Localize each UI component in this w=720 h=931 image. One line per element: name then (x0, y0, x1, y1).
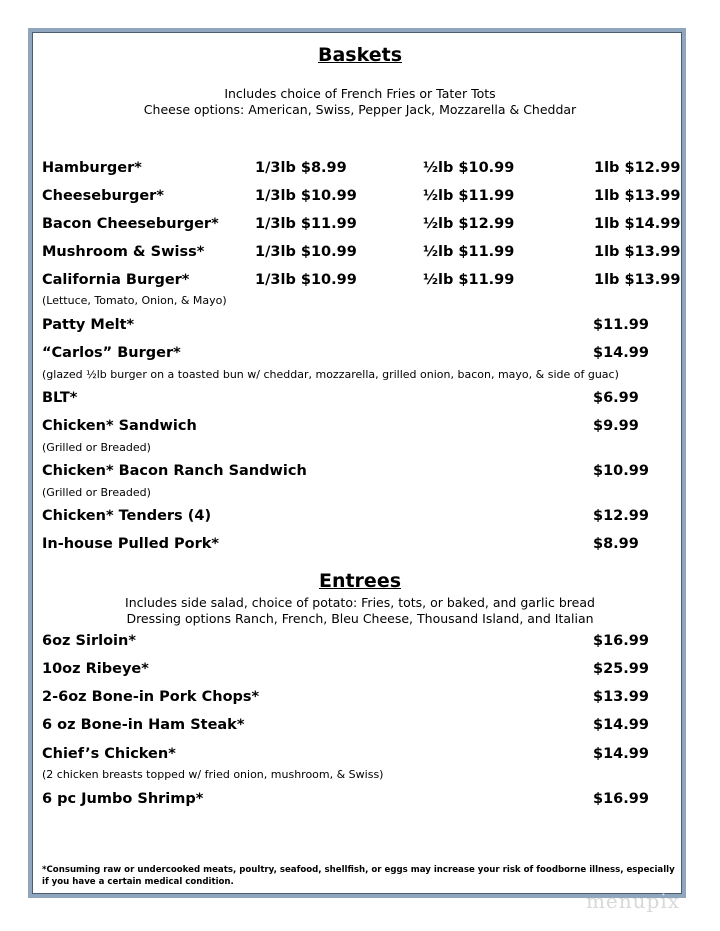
baskets-heading: Baskets (317, 44, 402, 66)
foodborne-illness-disclaimer: *Consuming raw or undercooked meats, poultry, seafood, shellfish, or eggs may increase your risk of foodborne illness, especially if you have a certain medical condition. (42, 865, 675, 887)
item-price: $14.99 (593, 746, 649, 762)
menu-item-row (42, 508, 682, 530)
item-price-one-lb: 1lb $13.99 (594, 272, 681, 288)
item-note: (2 chicken breasts topped w/ fried onion, mushroom, & Swiss) (42, 768, 384, 781)
item-price: $10.99 (593, 463, 649, 479)
item-price: $14.99 (593, 717, 649, 733)
entrees-subtitle-dressing: Dressing options Ranch, French, Bleu Cheese, Thousand Island, and Italian (126, 611, 594, 626)
item-name: Chicken* Tenders (4) (42, 508, 212, 524)
item-price: $11.99 (593, 317, 649, 333)
item-note: (glazed ½lb burger on a toasted bun w/ cheddar, mozzarella, grilled onion, bacon, mayo, & side of guac) (42, 368, 619, 381)
item-name: Chicken* Sandwich (42, 418, 197, 434)
menu-item-row (42, 418, 682, 440)
menu-item-row (42, 390, 682, 412)
item-price: $6.99 (593, 390, 639, 406)
menu-item-row (42, 216, 682, 238)
item-price-one-lb: 1lb $13.99 (594, 244, 681, 260)
item-price-half-lb: ½lb $10.99 (423, 160, 515, 176)
item-price-third-lb: 1/3lb $10.99 (255, 188, 357, 204)
item-price-third-lb: 1/3lb $10.99 (255, 244, 357, 260)
menu-item-row (42, 536, 682, 558)
item-name: 10oz Ribeye* (42, 661, 149, 677)
item-name: “Carlos” Burger* (42, 345, 181, 361)
item-name: Hamburger* (42, 160, 142, 176)
menu-item-row (42, 160, 682, 182)
item-note: (Grilled or Breaded) (42, 441, 151, 454)
menu-item-row (42, 317, 682, 339)
item-price-one-lb: 1lb $14.99 (594, 216, 681, 232)
menu-item-row (42, 272, 682, 294)
item-price-one-lb: 1lb $12.99 (594, 160, 681, 176)
item-price-half-lb: ½lb $11.99 (423, 188, 515, 204)
item-price: $25.99 (593, 661, 649, 677)
baskets-subtitle-cheese: Cheese options: American, Swiss, Pepper Jack, Mozzarella & Cheddar (143, 102, 577, 117)
entrees-heading: Entrees (318, 570, 402, 592)
item-name: 6 oz Bone-in Ham Steak* (42, 717, 245, 733)
item-name: Bacon Cheeseburger* (42, 216, 219, 232)
item-price-third-lb: 1/3lb $10.99 (255, 272, 357, 288)
item-price-half-lb: ½lb $11.99 (423, 244, 515, 260)
item-name: California Burger* (42, 272, 190, 288)
item-price-third-lb: 1/3lb $8.99 (255, 160, 347, 176)
item-name: Chief’s Chicken* (42, 746, 176, 762)
item-name: Mushroom & Swiss* (42, 244, 205, 260)
baskets-subtitle-sides: Includes choice of French Fries or Tater Tots (224, 86, 496, 101)
item-price: $13.99 (593, 689, 649, 705)
item-price-half-lb: ½lb $12.99 (423, 216, 515, 232)
item-name: 2-6oz Bone-in Pork Chops* (42, 689, 260, 705)
item-price-half-lb: ½lb $11.99 (423, 272, 515, 288)
menu-item-row (42, 661, 682, 683)
item-name: BLT* (42, 390, 78, 406)
item-price: $9.99 (593, 418, 639, 434)
item-price-one-lb: 1lb $13.99 (594, 188, 681, 204)
menu-item-row (42, 791, 682, 813)
item-price-third-lb: 1/3lb $11.99 (255, 216, 357, 232)
item-name: Cheeseburger* (42, 188, 164, 204)
item-price: $14.99 (593, 345, 649, 361)
menu-item-row (42, 188, 682, 210)
watermark-logo: menupix (585, 889, 680, 913)
menu-item-row (42, 633, 682, 655)
menu-item-row (42, 345, 682, 367)
item-name: 6 pc Jumbo Shrimp* (42, 791, 204, 807)
item-price: $16.99 (593, 633, 649, 649)
menu-item-row (42, 689, 682, 711)
item-note: (Lettuce, Tomato, Onion, & Mayo) (42, 294, 227, 307)
item-name: In-house Pulled Pork* (42, 536, 219, 552)
menu-item-row (42, 244, 682, 266)
item-price: $8.99 (593, 536, 639, 552)
menu-item-row (42, 463, 682, 485)
item-price: $12.99 (593, 508, 649, 524)
item-name: Patty Melt* (42, 317, 135, 333)
item-note: (Grilled or Breaded) (42, 486, 151, 499)
entrees-subtitle-sides: Includes side salad, choice of potato: Fries, tots, or baked, and garlic bread (125, 595, 595, 610)
item-price: $16.99 (593, 791, 649, 807)
item-name: 6oz Sirloin* (42, 633, 136, 649)
menu-item-row (42, 717, 682, 739)
menu-item-row (42, 746, 682, 768)
item-name: Chicken* Bacon Ranch Sandwich (42, 463, 307, 479)
